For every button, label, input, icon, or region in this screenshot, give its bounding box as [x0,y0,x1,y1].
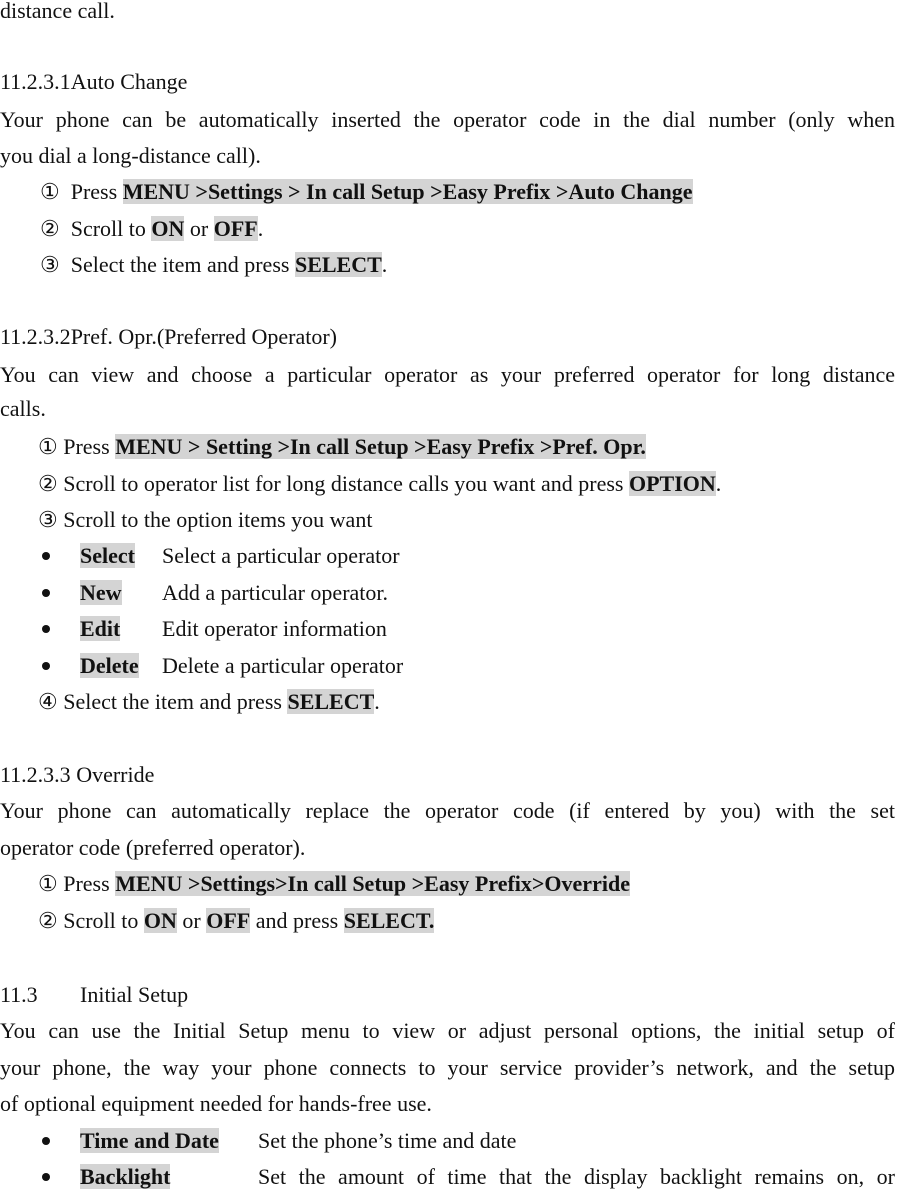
section-title: Initial Setup [80,982,189,1007]
bullet-icon [42,625,50,633]
option-desc: Set the amount of time that the display backlight remains on, or [258,1164,895,1189]
option-label: Backlight [80,1164,171,1189]
option-item [80,614,120,644]
option-desc: Edit operator information [162,616,387,641]
paragraph-line: Your phone can be automatically inserted the operator code in the dial number (only when [0,107,895,132]
section-title: Auto Change [70,69,188,94]
option-label: Time and Date [80,1128,219,1153]
option-desc: Add a particular operator. [162,580,389,605]
option-item [80,1162,170,1192]
section-title: Override [76,762,155,787]
menu-path: MENU >Settings>In call Setup >Easy Prefix>Override [115,871,630,896]
step-item: ④ Select the item and press SELECT. [38,689,380,714]
section-heading-auto-change [0,67,187,97]
option-key: OPTION [629,471,716,496]
step-item: ① Press MENU > Setting >In call Setup >Easy Prefix >Pref. Opr. [38,434,646,459]
section-heading-override [0,760,154,790]
option-on: ON [151,216,185,241]
paragraph-line: your phone, the way your phone connects to your service provider’s network, and the setup [0,1055,895,1080]
paragraph-line: You can view and choose a particular operator as your preferred operator for long distance [0,362,895,387]
paragraph-line: you dial a long-distance call). [0,143,261,168]
select-key: SELECT [287,689,375,714]
section-title: Pref. Opr.(Preferred Operator) [70,324,338,349]
paragraph-line: calls. [0,396,46,421]
step-marker: ① [38,434,58,459]
option-label: Delete [80,653,139,678]
section-number: 11.3 [0,982,38,1007]
section-number: 11.2.3.3 [0,762,71,787]
step-item: ② Scroll to operator list for long distance calls you want and press OPTION. [38,471,722,496]
option-item [80,651,139,681]
menu-path: MENU > Setting >In call Setup >Easy Prefix >Pref. Opr. [115,434,646,459]
option-desc: Set the phone’s time and date [258,1128,517,1153]
step-item: ① Press MENU >Settings>In call Setup >Easy Prefix>Override [38,871,630,896]
section-number: 11.2.3.1 [0,69,71,94]
menu-path: MENU >Settings > In call Setup >Easy Prefix >Auto Change [122,179,693,204]
option-label: Edit [80,616,121,641]
step-item: ③ Scroll to the option items you want [38,507,373,532]
option-desc: Select a particular operator [162,543,400,568]
continued-text: distance call. [0,0,115,23]
option-on: ON [143,908,177,933]
bullet-icon [42,662,50,670]
section-heading-initial-setup [0,980,38,1010]
step-marker: ② [38,471,58,496]
bullet-icon [42,1173,50,1181]
option-item [80,541,135,571]
option-desc: Delete a particular operator [162,653,404,678]
step-marker: ① [38,871,58,896]
step-marker: ② [38,908,58,933]
step-marker: ④ [38,689,58,714]
option-off: OFF [206,908,251,933]
step-item: ③ Select the item and press SELECT. [40,252,388,277]
paragraph-line: Your phone can automatically replace the operator code (if entered by you) with the set [0,798,895,823]
paragraph-line: of optional equipment needed for hands-free use. [0,1091,432,1116]
option-label: New [80,580,122,605]
step-item: ① Press MENU >Settings > In call Setup >Easy Prefix >Auto Change [40,179,693,204]
option-item [80,1126,219,1156]
select-key: SELECT [294,252,382,277]
section-number: 11.2.3.2 [0,324,71,349]
step-marker: ③ [40,252,60,277]
bullet-icon [42,552,50,560]
step-marker: ③ [38,507,58,532]
step-item: ② Scroll to ON or OFF. [40,216,264,241]
option-label: Select [80,543,135,568]
paragraph-line: operator code (preferred operator). [0,835,306,860]
option-off: OFF [213,216,258,241]
bullet-icon [42,589,50,597]
step-marker: ② [40,216,60,241]
option-item [80,578,122,608]
bullet-icon [42,1137,50,1145]
paragraph-line: You can use the Initial Setup menu to view or adjust personal options, the initial setup of [0,1018,895,1043]
step-marker: ① [40,179,60,204]
step-item: ② Scroll to ON or OFF and press SELECT. [38,908,435,933]
section-heading-pref-opr [0,322,337,352]
select-key: SELECT. [343,908,435,933]
